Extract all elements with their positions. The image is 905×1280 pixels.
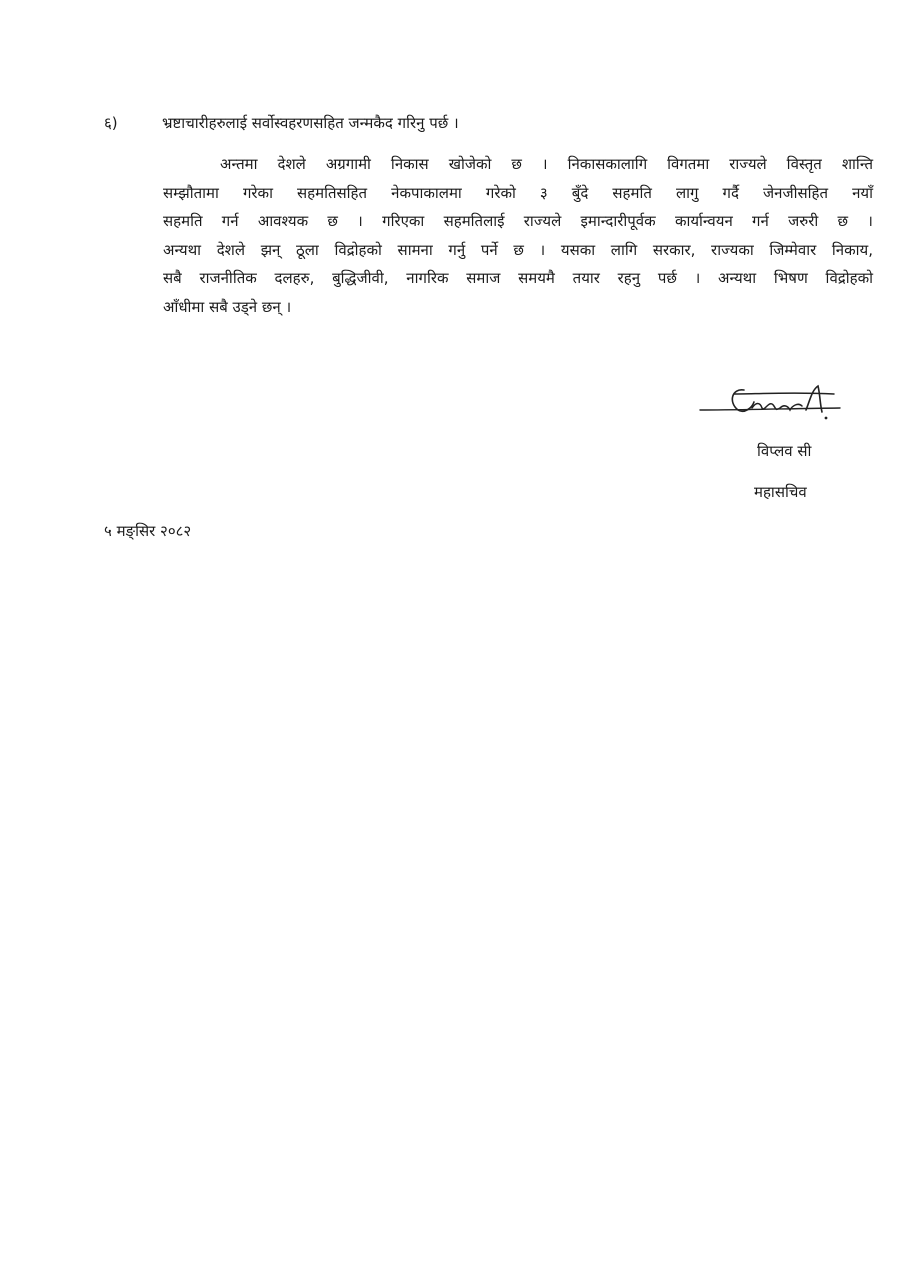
point-number: ६) — [104, 114, 118, 132]
signer-title: महासचिव — [754, 483, 807, 501]
document-date: ५ मङ्सिर २०८२ — [104, 522, 192, 540]
closing-paragraph — [163, 150, 873, 321]
paragraph-line: अन्यथा देशले झन् ठूला विद्रोहको सामना गर्नु पर्ने छ । यसका लागि सरकार, राज्यका जिम्मेवार निकाय, — [163, 240, 873, 259]
point-text: भ्रष्टाचारीहरुलाई सर्वोस्वहरणसहित जन्मकैद गरिनु पर्छ । — [162, 114, 459, 132]
paragraph-line: आँधीमा सबै उड्ने छन् । — [163, 297, 292, 316]
paragraph-line: सबै राजनीतिक दलहरु, बुद्धिजीवी, नागरिक समाज समयमै तयार रहनु पर्छ । अन्यथा भिषण विद्रोहको — [163, 269, 873, 287]
paragraph-line: सहमति गर्न आवश्यक छ । गरिएका सहमतिलाई राज्यले इमान्दारीपूर्वक कार्यान्वयन गर्न जरुरी छ । — [163, 212, 873, 230]
paragraph-line: अन्तमा देशले अग्रगामी निकास खोजेको छ । निकासकालागि विगतमा राज्यले विस्तृत शान्ति — [220, 155, 873, 173]
paragraph-line: सम्झौतामा गरेका सहमतिसहित नेकपाकालमा गरेको ३ बुँदे सहमति लागु गर्दै जेनजीसहित नयाँ — [163, 183, 873, 202]
handwritten-signature — [694, 380, 844, 430]
signer-name: विप्लव सी — [757, 442, 812, 460]
